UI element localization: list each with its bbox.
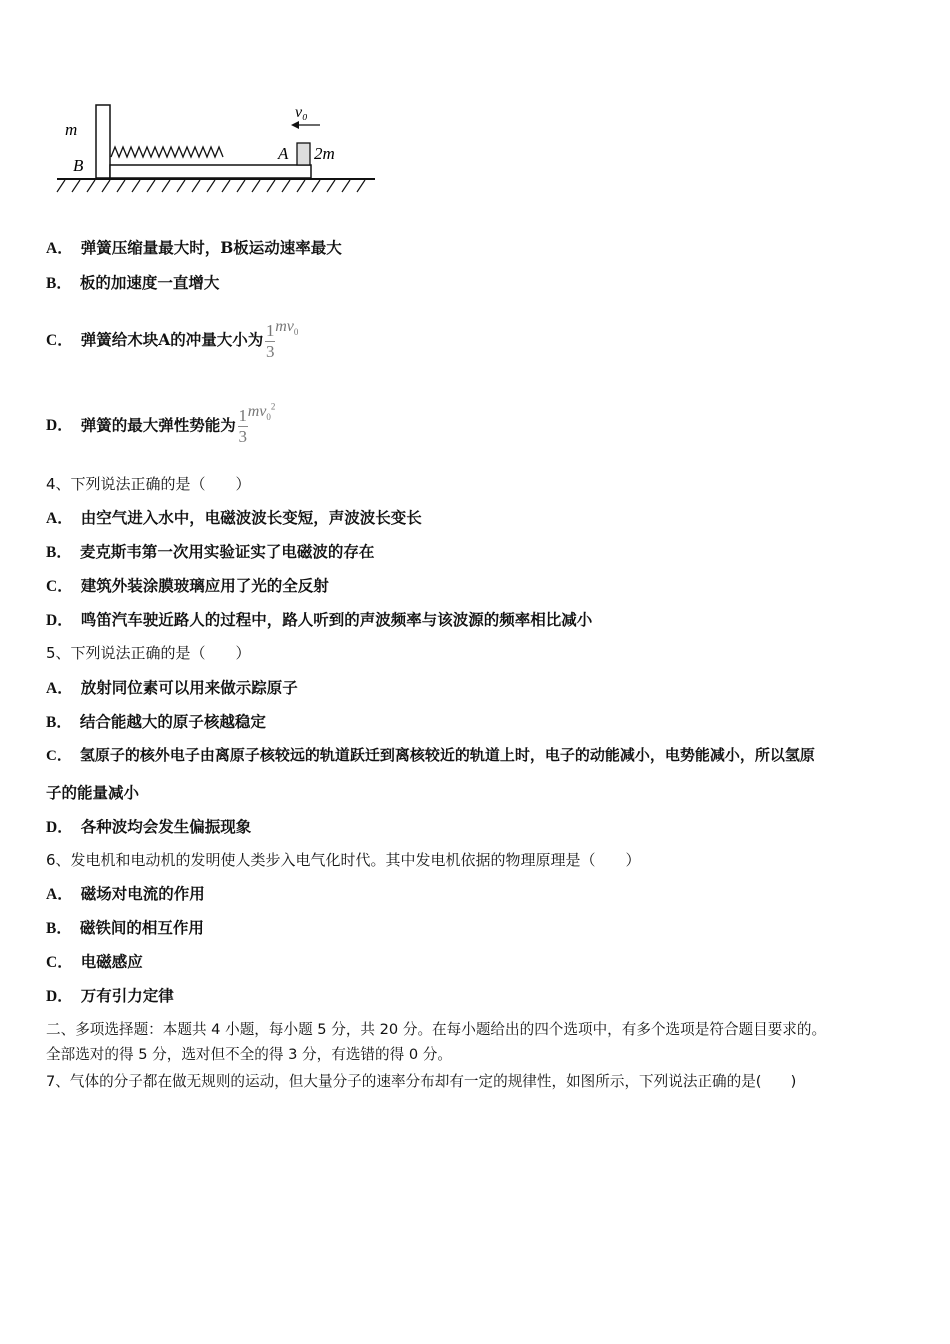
q6-option-c: C． 电磁感应: [46, 952, 143, 971]
q3-option-c: C． 弹簧给木块A的冲量大小为 $\frac{1}{3}$ $mv_0$: [46, 318, 299, 361]
q4-option-b: B． 麦克斯韦第一次用实验证实了电磁波的存在: [46, 542, 375, 561]
q3-option-b: B． 板的加速度一直增大: [46, 273, 220, 292]
fraction: $\frac{1}{3}$: [238, 405, 247, 446]
q6-option-b: B． 磁铁间的相互作用: [46, 918, 204, 937]
q4-option-a: A． 由空气进入水中，电磁波波长变短，声波波长变长: [46, 508, 422, 527]
section2-heading: 二、多项选择题：本题共 4 小题，每小题 5 分，共 20 分。在每小题给出的四个选项中，有多个选项是符合题目要求的。: [46, 1021, 827, 1038]
q7-stem: 7、气体的分子都在做无规则的运动，但大量分子的速率分布却有一定的规律性，如图所示，下列说法正确的是( ): [46, 1073, 797, 1090]
q5-option-c: C． 氢原子的核外电子由离原子核较远的轨道跃迁到离核较近的轨道上时，电子的动能减小，电势能减小，所以氢原: [46, 746, 815, 764]
q4-stem: 4、下列说法正确的是（ ）: [46, 475, 251, 493]
q5-option-a: A． 放射同位素可以用来做示踪原子: [46, 678, 298, 697]
q5-option-d: D． 各种波均会发生偏振现象: [46, 817, 252, 836]
q3-option-d: D． 弹簧的最大弹性势能为 $\frac{1}{3}$ $mv_0^2$: [46, 402, 276, 446]
q6-option-d: D． 万有引力定律: [46, 986, 174, 1005]
q5-option-c-continued: 子的能量减小: [46, 783, 140, 802]
q5-option-b: B． 结合能越大的原子核越稳定: [46, 712, 266, 731]
fraction: $\frac{1}{3}$: [265, 320, 275, 361]
q5-stem: 5、下列说法正确的是（ ）: [46, 644, 251, 662]
q6-option-a: A． 磁场对电流的作用: [46, 884, 205, 903]
q3-option-a: A． 弹簧压缩量最大时，B板运动速率最大: [46, 238, 342, 257]
label-m: m: [65, 120, 78, 139]
spring-block-diagram: [55, 95, 385, 205]
section2-scoring: 全部选对的得 5 分，选对但不全的得 3 分，有选错的得 0 分。: [46, 1046, 452, 1063]
label-2m: 2m: [314, 144, 335, 163]
q4-option-c: C． 建筑外装涂膜玻璃应用了光的全反射: [46, 576, 329, 595]
label-v0: v₀: [295, 104, 308, 121]
q6-stem: 6、发电机和电动机的发明使人类步入电气化时代。其中发电机依据的物理原理是（ ）: [46, 851, 641, 869]
label-A: A: [278, 144, 289, 163]
label-B: B: [73, 156, 84, 175]
q4-option-d: D． 鸣笛汽车驶近路人的过程中，路人听到的声波频率与该波源的频率相比减小: [46, 610, 593, 629]
